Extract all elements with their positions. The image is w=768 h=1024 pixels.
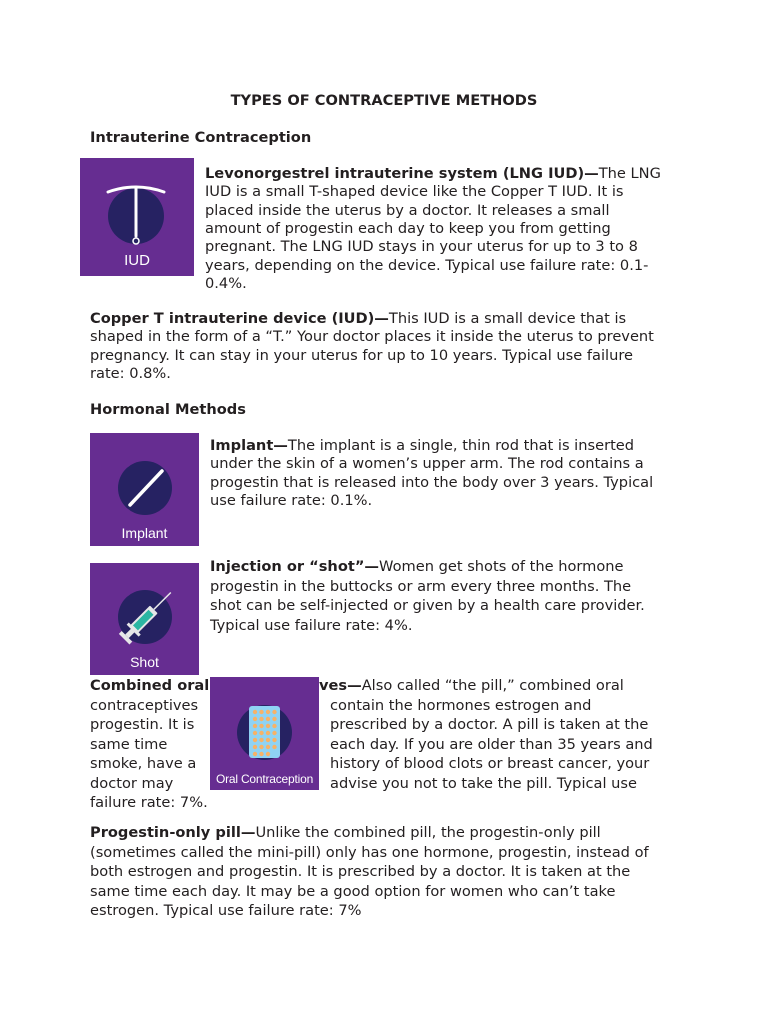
copper-line: shaped in the form of a “T.” Your doctor places it inside the uterus to prevent [90,328,654,346]
copper-iud-term: Copper T intrauterine device (IUD)— [90,310,389,327]
combined-left-line: doctor may [90,774,174,792]
shot-term: Injection or “shot”— [210,558,380,575]
iud-tile [80,158,194,276]
shot-line: Women get shots of the hormone [379,558,624,575]
combined-line: Also called “the pill,” combined oral [361,677,624,694]
shot-line: shot can be self-injected or given by a health care provider. [210,597,645,614]
combined-term-right: ves— [319,677,362,694]
combined-right-line: each day. If you are older than 35 years and [330,735,653,753]
progestin-line: (sometimes called the mini-pill) only has one hormone, progestin, instead of [90,843,649,861]
lng-line: 0.4%. [205,274,247,292]
implant-tile [90,433,199,546]
lng-line: The LNG [598,165,661,182]
implant-line: progestin that is released into the body over 3 years. Typical [210,473,654,491]
implant-tile-label: Implant [121,525,168,541]
progestin-only-term: Progestin-only pill— [90,824,256,841]
progestin-line: both estrogen and progestin. It is prescribed by a doctor. It is taken at the [90,863,631,880]
page-title: TYPES OF CONTRACEPTIVE METHODS [230,92,538,109]
lng-line: years, depending on the device. Typical use failure rate: 0.1- [205,256,649,274]
combined-right-line: prescribed by a doctor. A pill is taken at the [330,716,649,733]
implant-line: use failure rate: 0.1%. [210,491,373,509]
progestin-line: Unlike the combined pill, the progestin-only pill [255,824,601,841]
progestin-only-paragraph [90,824,730,924]
copper-line: pregnancy. It can stay in your uterus for up to 10 years. Typical use failure [90,346,634,364]
shot-tile-label: Shot [130,654,159,670]
oral-contraception-tile [210,677,319,790]
lng-line: amount of progestin each day to keep you from getting [205,219,611,237]
combined-left-line: contraceptives [90,696,199,714]
combined-left-line: smoke, have a [90,755,197,772]
lng-line: IUD is a small T-shaped device like the Copper T IUD. It is [205,183,624,201]
shot-line: progestin in the buttocks or arm every three months. The [210,577,632,595]
progestin-line: estrogen. Typical use failure rate: 7% [90,902,362,919]
copper-line: This IUD is a small device that is [388,310,627,327]
combined-left-line: failure rate: 7%. [90,794,208,811]
shot-tile [90,563,199,675]
section-heading-intrauterine: Intrauterine Contraception [90,129,312,146]
copper-line: rate: 0.8%. [90,364,171,382]
lng-iud-term: Levonorgestrel intrauterine system (LNG IUD)— [205,165,599,182]
implant-line: under the skin of a women’s upper arm. The rod contains a [210,455,644,473]
lng-line: pregnant. The LNG IUD stays in your uterus for up to 3 to 8 [205,238,638,256]
implant-term: Implant— [210,437,288,454]
combined-right-line: contain the hormones estrogen and [330,696,592,714]
combined-left-line: same time [90,735,168,753]
combined-left-line: progestin. It is [90,716,195,733]
section-heading-hormonal: Hormonal Methods [90,401,246,418]
lng-line: placed inside the uterus by a doctor. It releases a small [205,201,610,219]
copper-iud-paragraph [90,310,730,385]
implant-paragraph [210,437,710,512]
combined-right-line: advise you not to take the pill. Typical use [330,774,637,792]
iud-tile-label: IUD [124,252,150,269]
progestin-line: same time each day. It may be a good option for women who can’t take [90,882,616,900]
combined-oral-paragraph [90,677,730,812]
combined-right-line: history of blood clots or breast cancer, your [330,755,650,772]
shot-paragraph [210,558,710,638]
implant-line: The implant is a single, thin rod that is inserted [287,437,635,454]
combined-term-left: Combined oral [90,677,210,694]
oral-contraception-label: Oral Contraception [215,772,314,786]
lng-iud-paragraph [205,165,705,295]
shot-line: Typical use failure rate: 4%. [210,616,413,634]
